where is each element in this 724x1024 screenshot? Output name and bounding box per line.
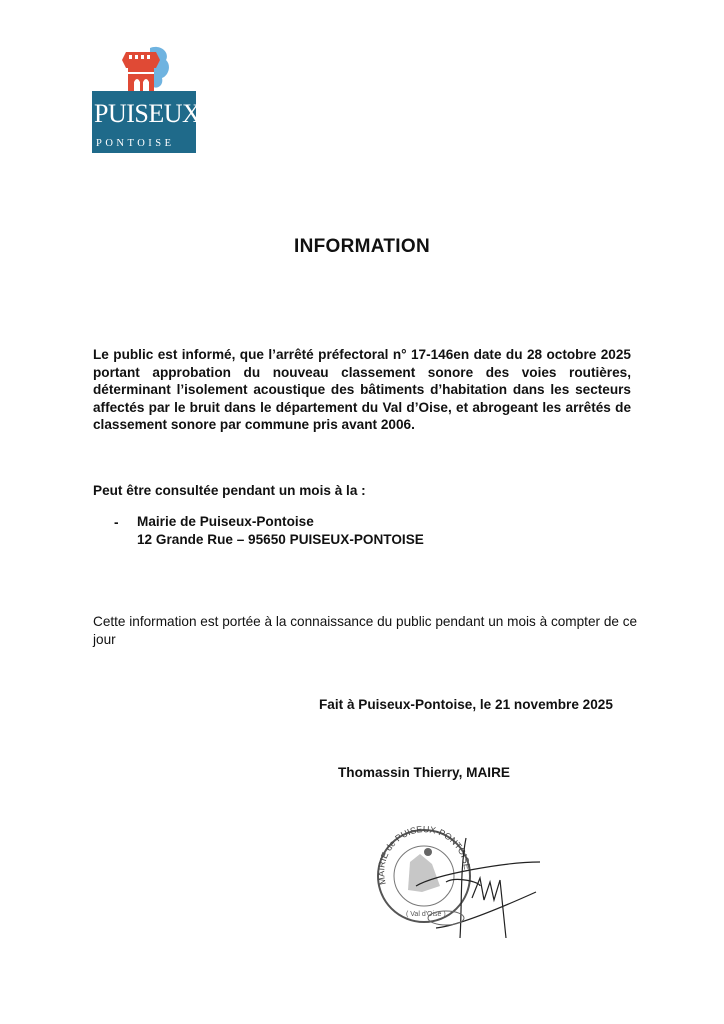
publicity-paragraph: Cette information est portée à la connaissance du public pendant un mois à compter de ce jour <box>93 614 638 647</box>
logo-subname: PONTOISE <box>96 138 175 149</box>
stamp-emblem <box>408 854 440 892</box>
logo-name: PUISEUX <box>94 99 201 128</box>
notice-paragraph: Le public est informé, que l’arrêté préfectoral n° 17-146en date du 28 octobre 2025 portant approbation du nouveau classement sonore des voies routières, déterminant l’isolement acoustique des bâtiments d’habitation dans les secteurs affectés par le bruit dans le département du Val d’Oise, et abrogeant les arrêtés de classement sonore par commune pris avant 2006. <box>93 347 631 432</box>
municipality-logo <box>92 38 201 156</box>
place-and-date: Fait à Puiseux-Pontoise, le 21 novembre 2025 <box>319 697 613 712</box>
stamp-text-bottom: ( Val d'Oise ) <box>406 911 446 918</box>
address-line-1: Mairie de Puiseux-Pontoise <box>137 514 314 529</box>
official-stamp-and-signature <box>376 818 551 953</box>
consultation-address <box>137 513 424 549</box>
stamp-text-top: MAIRIE de PUISEUX-PONTOISE <box>376 824 473 886</box>
address-line-2: 12 Grande Rue – 95650 PUISEUX-PONTOISE <box>137 532 424 547</box>
signatory-name: Thomassin Thierry, MAIRE <box>338 765 510 780</box>
list-bullet: - <box>114 515 119 530</box>
document-title: INFORMATION <box>294 236 430 257</box>
consultation-intro: Peut être consultée pendant un mois à la : <box>93 483 366 498</box>
